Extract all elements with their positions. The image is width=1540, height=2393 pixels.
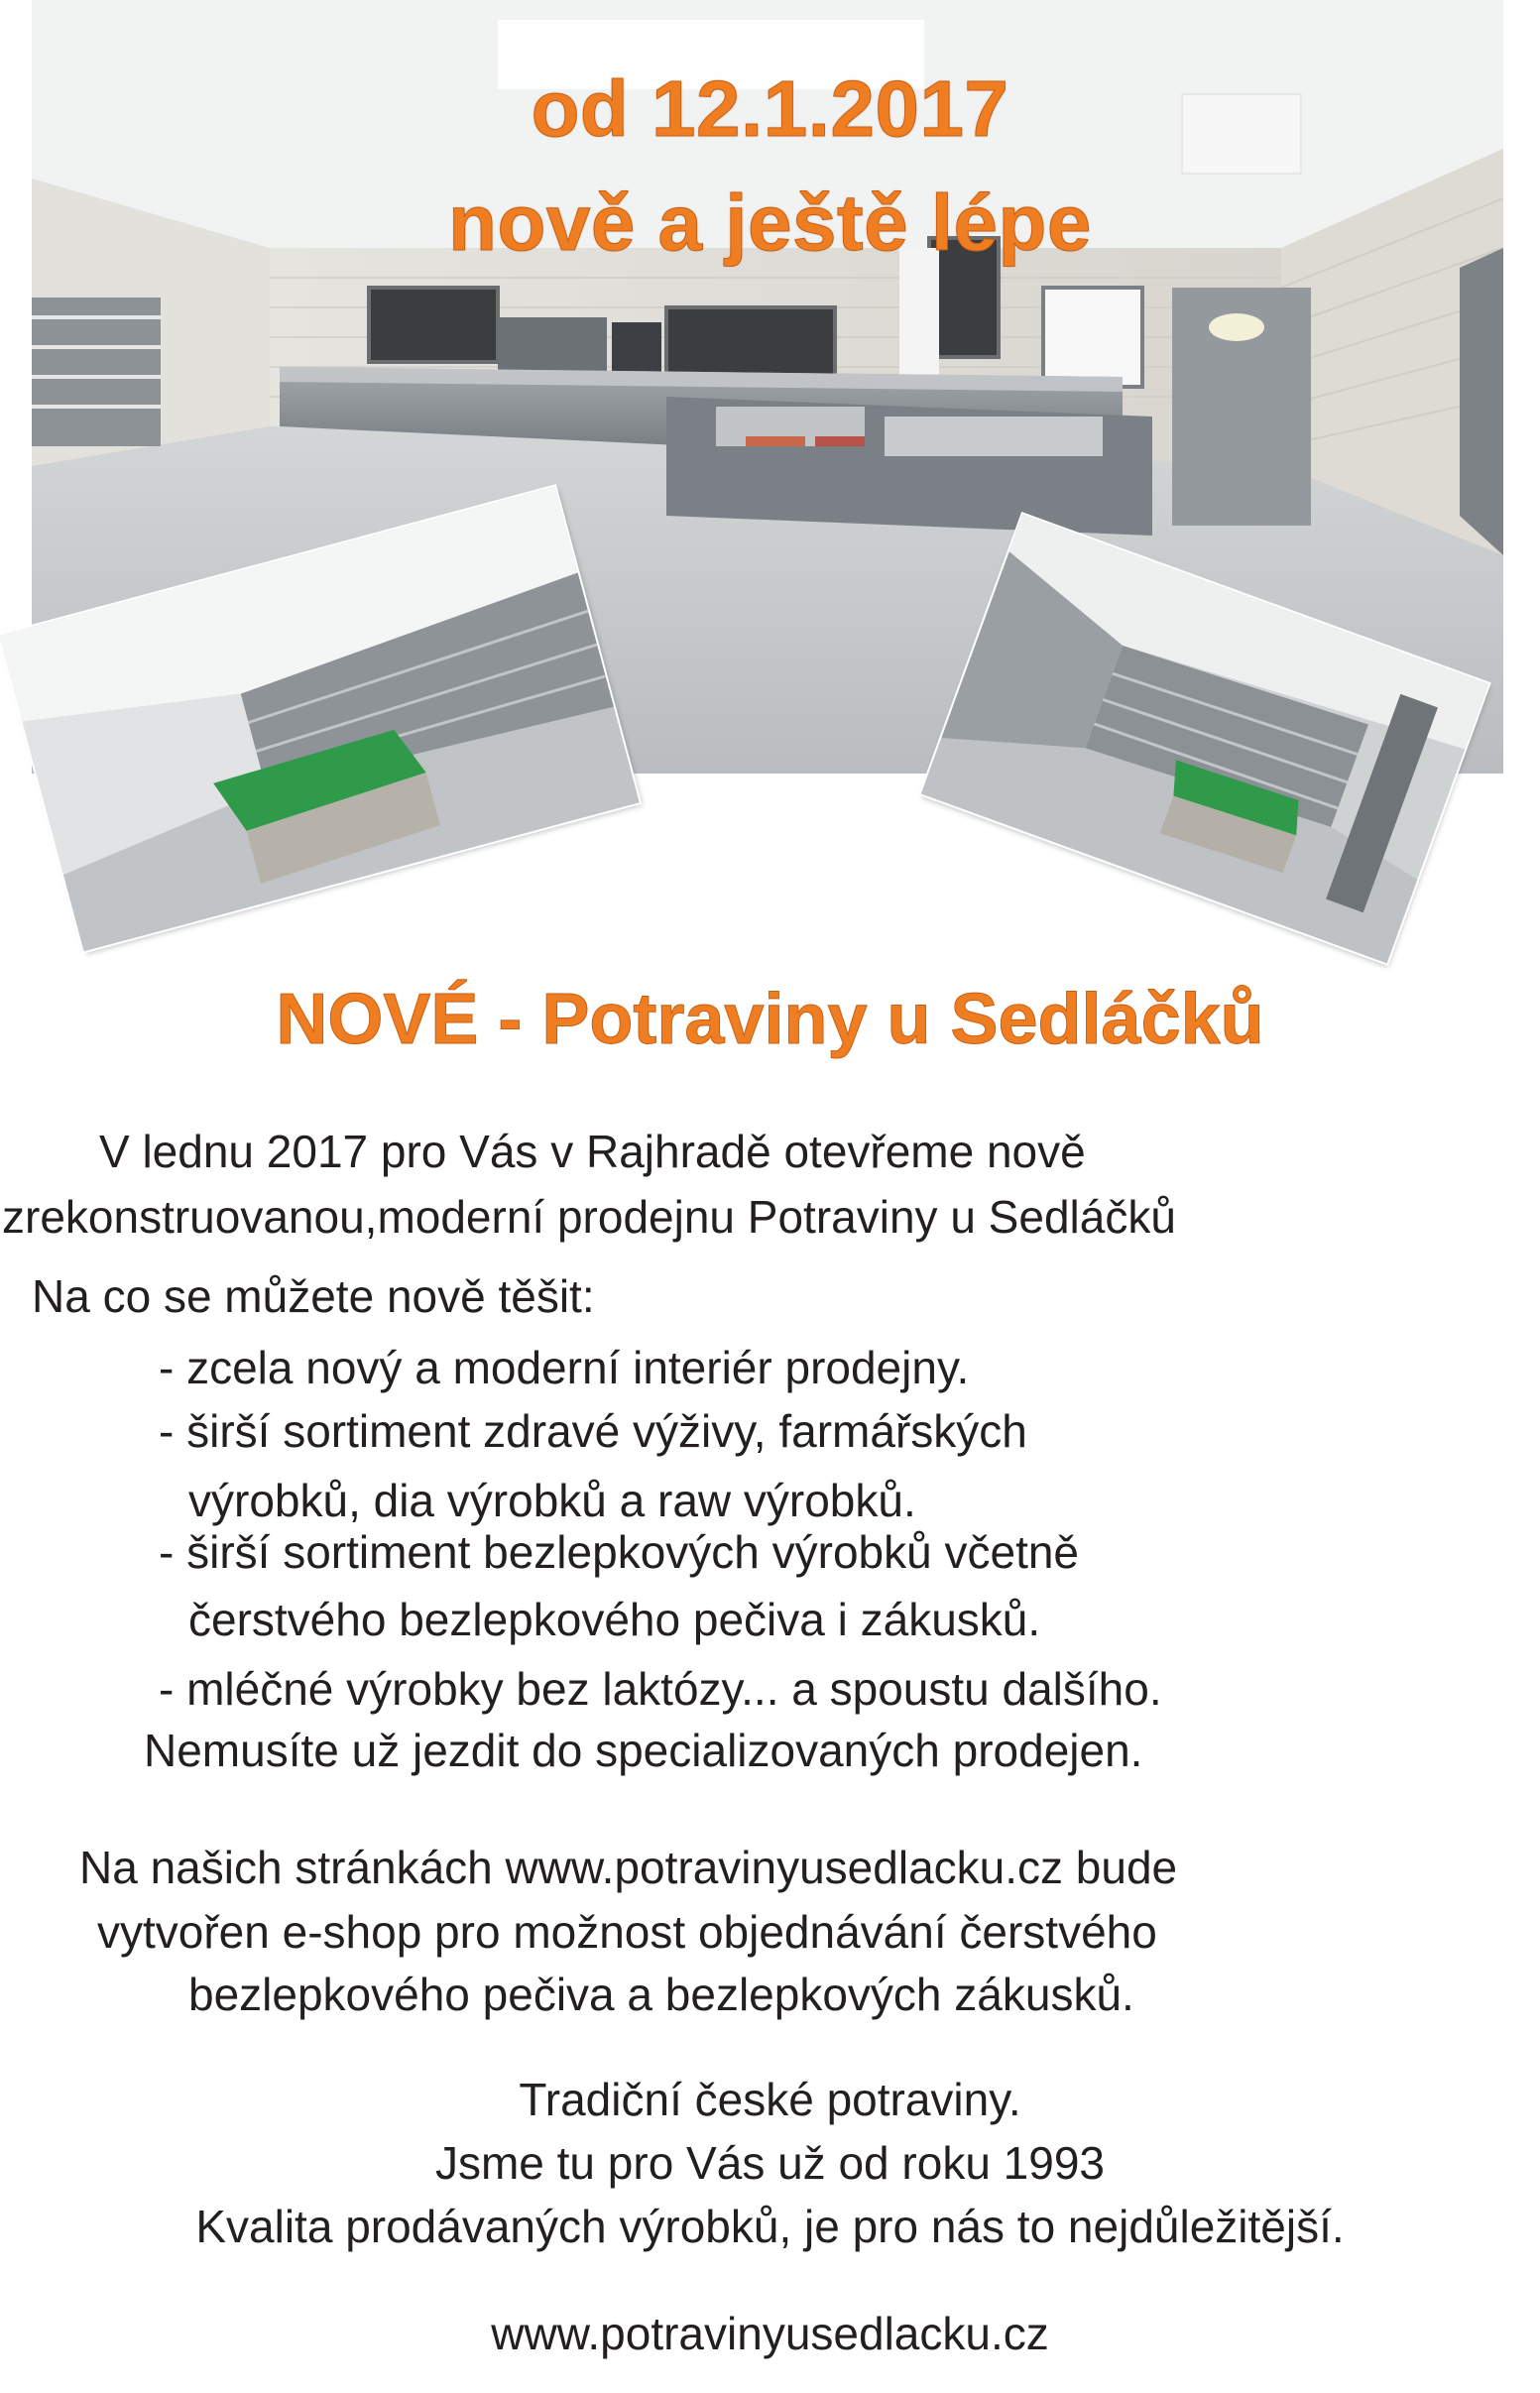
features-heading: Na co se můžete nově těšit: <box>32 1270 595 1322</box>
feature-item-2: - širší sortiment zdravé výživy, farmářských <box>159 1405 1027 1457</box>
tradition-line-2: Jsme tu pro Vás už od roku 1993 <box>434 2137 1106 2189</box>
store-title: NOVÉ - Potraviny u Sedláčků <box>276 980 1264 1059</box>
feature-item-1: - zcela nový a moderní interiér prodejny. <box>159 1342 970 1393</box>
feature-item-2-continued: výrobků, dia výrobků a raw výrobků. <box>188 1475 916 1526</box>
feature-item-3-continued: čerstvého bezlepkového pečiva i zákusků. <box>188 1594 1041 1645</box>
tagline-headline: nově a ještě lépe <box>448 179 1092 267</box>
opening-date-headline: od 12.1.2017 <box>531 64 1009 153</box>
eshop-line-2: vytvořen e-shop pro možnost objednávání čerstvého <box>97 1906 1157 1958</box>
website-link[interactable]: www.potravinyusedlacku.cz <box>491 2308 1049 2359</box>
tradition-line-1: Tradiční české potraviny. <box>519 2074 1021 2125</box>
eshop-line-3: bezlepkového pečiva a bezlepkových zákusků. <box>188 1969 1134 2020</box>
intro-line-2: zrekonstruovanou,moderní prodejnu Potraviny u Sedláčků <box>2 1191 1176 1243</box>
feature-item-3: - širší sortiment bezlepkových výrobků včetně <box>159 1526 1080 1578</box>
tradition-line-3: Kvalita prodávaných výrobků, je pro nás to nejdůležitější. <box>195 2201 1345 2252</box>
eshop-line-1: Na našich stránkách www.potravinyusedlacku.cz bude <box>79 1842 1178 1893</box>
feature-item-4: - mléčné výrobky bez laktózy... a spoustu dalšího. <box>159 1663 1162 1715</box>
features-closing: Nemusíte už jezdit do specializovaných prodejen. <box>144 1725 1143 1776</box>
intro-line-1: V lednu 2017 pro Vás v Rajhradě otevřeme nově <box>99 1126 1086 1177</box>
